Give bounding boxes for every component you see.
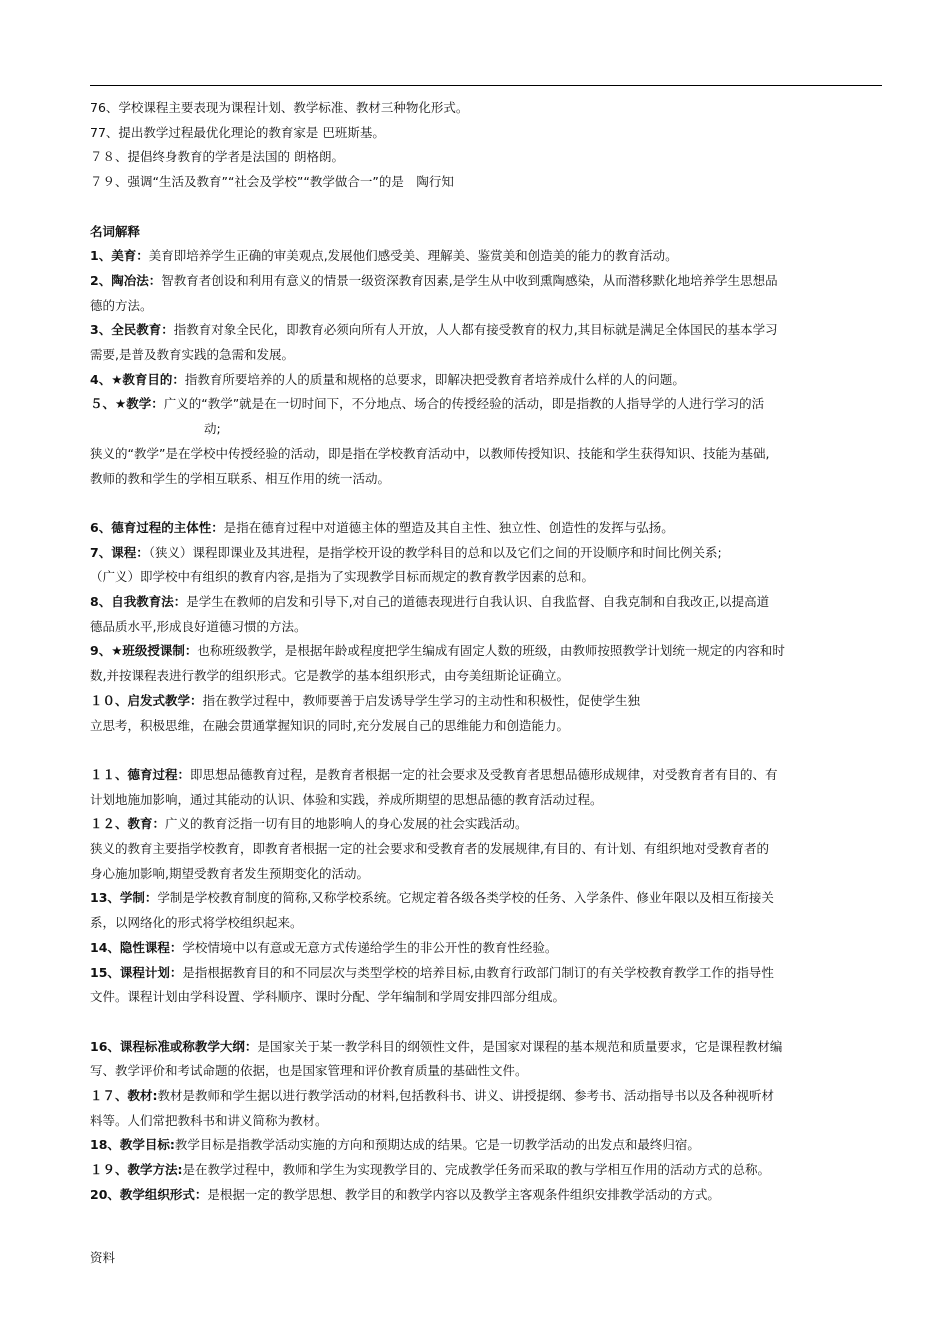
- header-rule: [90, 85, 882, 86]
- term-17: [90, 1084, 890, 1109]
- term-text: 学制是学校教育制度的简称,又称学校系统。它规定着各级各类学校的任务、入学条件、修业年限以及相互衔接关: [157, 890, 774, 906]
- term-text: 广义的“教学”就是在一切时间下，不分地点、场合的传授经验的活动，即是指教的人指导学的人进行学习的活: [163, 396, 765, 412]
- term-label: 20、教学组织形式：: [90, 1186, 208, 1202]
- page-footer: 资料: [90, 1250, 116, 1265]
- spacer: [90, 1010, 890, 1035]
- term-13: [90, 886, 890, 911]
- term-label: 1、美育：: [90, 248, 149, 264]
- document-body: [90, 96, 890, 1208]
- term-label: 2、陶冶法：: [90, 272, 162, 288]
- term-5-narrow: 狭义的“教学”是在学校中传授经验的活动，即是指在学校教育活动中，以教师传授知识、技能和学生获得知识、技能为基础,: [90, 445, 770, 461]
- term-label: 7、课程：: [90, 544, 149, 560]
- term-18: [90, 1133, 890, 1158]
- term-label: ５、★教学：: [90, 396, 164, 412]
- term-5-narrow-cont: 教师的教和学生的学相互联系、相互作用的统一活动。: [90, 470, 391, 486]
- term-19: [90, 1158, 890, 1183]
- term-text: 教材是教师和学生据以进行教学活动的材料,包括教科书、讲义、讲授提纲、参考书、活动指导书以及各种视听材: [157, 1088, 774, 1104]
- term-text: 指教育所要培养的人的质量和规格的总要求，即解决把受教育者培养成什么样的人的问题。: [184, 371, 685, 387]
- term-text: 指教育对象全民化，即教育必须向所有人开放，人人都有接受教育的权力,其目标就是满足全体国民的基本学习: [173, 322, 778, 338]
- term-text: 学校情境中以有意或无意方式传递给学生的非公开性的教育性经验。: [182, 939, 558, 955]
- term-3-cont: 需要,是普及教育实践的急需和发展。: [90, 347, 294, 363]
- section-title: 名词解释: [90, 223, 141, 239]
- term-12: [90, 812, 890, 837]
- term-text: 是国家关于某一教学科目的纲领性文件，是国家对课程的基本规范和质量要求，它是课程教材编: [257, 1038, 783, 1054]
- term-2-cont: 德的方法。: [90, 297, 153, 313]
- term-text: 是指在德育过程中对道德主体的塑造及其自主性、独立性、创造性的发挥与弘扬。: [223, 519, 674, 535]
- term-label: １９、教学方法:: [90, 1162, 183, 1178]
- term-text: 教学目标是指教学活动实施的方向和预期达成的结果。它是一切教学活动的出发点和最终归宿。: [174, 1137, 700, 1153]
- term-text: 是在教学过程中，教师和学生为实现教学目的、完成教学任务而采取的教与学相互作用的活动方式的总称。: [182, 1162, 771, 1178]
- term-6: [90, 516, 890, 541]
- term-8: [90, 590, 890, 615]
- term-16-cont: 写、教学评价和考试命题的依据，也是国家管理和评价教育质量的基础性文件。: [90, 1063, 528, 1079]
- term-label: 6、德育过程的主体性：: [90, 519, 224, 535]
- item-77: 77、提出教学过程最优化理论的教育家是 巴班斯基。: [90, 124, 385, 140]
- term-label: １７、教材:: [90, 1088, 158, 1104]
- term-16: [90, 1035, 890, 1060]
- term-9-cont: 数,并按课程表进行教学的组织形式。它是教学的基本组织形式，由夸美纽斯论证确立。: [90, 668, 569, 684]
- term-13-cont: 系，以网络化的形式将学校组织起来。: [90, 915, 303, 931]
- term-text: （狭义）课程即课业及其进程，是指学校开设的教学科目的总和以及它们之间的开设顺序和时间比例关系;: [148, 544, 722, 560]
- term-text: 是根据一定的教学思想、教学目的和教学内容以及教学主客观条件组织安排教学活动的方式。: [207, 1186, 720, 1202]
- term-label: 9、★班级授课制：: [90, 643, 198, 659]
- term-label: 14、隐性课程：: [90, 939, 183, 955]
- term-12-narrow: 狭义的教育主要指学校教育，即教育者根据一定的社会要求和受教育者的发展规律,有目的、有计划、有组织地对受教育者的: [90, 841, 769, 857]
- term-label: 4、★教育目的：: [90, 371, 185, 387]
- term-17-cont: 料等。人们常把教科书和讲义简称为教材。: [90, 1112, 328, 1128]
- item-76: 76、学校课程主要表现为课程计划、教学标准、教材三种物化形式。: [90, 100, 469, 115]
- term-7: [90, 541, 890, 566]
- term-label: 13、学制：: [90, 890, 158, 906]
- term-label: 3、全民教育：: [90, 322, 174, 338]
- spacer: [90, 738, 890, 763]
- term-15: [90, 961, 890, 986]
- term-14: [90, 936, 890, 961]
- term-label: １０、启发式教学：: [90, 692, 203, 708]
- term-15-cont: 文件。课程计划由学科设置、学科顺序、课时分配、学年编制和学周安排四部分组成。: [90, 989, 566, 1005]
- term-4: [90, 368, 890, 393]
- term-7-cont: （广义）即学校中有组织的教育内容,是指为了实现教学目标而规定的教育教学因素的总和。: [90, 569, 594, 585]
- item-79: ７９、强调“生活及教育”“社会及学校”“教学做合一”的是 陶行知: [90, 174, 454, 190]
- term-text: 广义的教育泛指一切有目的地影响人的身心发展的社会实践活动。: [165, 816, 528, 832]
- term-12-narrow-cont: 身心施加影响,期望受教育者发生预期变化的活动。: [90, 865, 369, 881]
- term-2: [90, 269, 890, 294]
- term-text: 即思想品德教育过程，是教育者根据一定的社会要求及受教育者思想品德形成规律，对受教育者有目的、有: [190, 766, 778, 782]
- term-text: 是指根据教育目的和不同层次与类型学校的培养目标,由教育行政部门制订的有关学校教育教学工作的指导性: [182, 964, 774, 980]
- term-3: [90, 318, 890, 343]
- term-10-cont: 立思考，积极思维，在融会贯通掌握知识的同时,充分发展自己的思维能力和创造能力。: [90, 717, 569, 733]
- term-text: 智教育者创设和利用有意义的情景一级资深教育因素,是学生从中收到熏陶感染，从而潜移默化地培养学生思想品: [161, 272, 778, 288]
- term-8-cont: 德品质水平,形成良好道德习惯的方法。: [90, 618, 307, 634]
- term-1: [90, 244, 890, 269]
- item-78: ７８、提倡终身教育的学者是法国的 朗格朗。: [90, 149, 344, 165]
- spacer: [90, 195, 890, 220]
- term-text: 美育即培养学生正确的审美观点,发展他们感受美、理解美、鉴赏美和创造美的能力的教育活动。: [148, 248, 678, 264]
- term-label: 15、课程计划：: [90, 964, 183, 980]
- term-11: [90, 763, 890, 788]
- term-text: 也称班级教学，是根据年龄或程度把学生编成有固定人数的班级，由教师按照教学计划统一规定的内容和时: [197, 643, 785, 659]
- spacer: [90, 491, 890, 516]
- term-text: 指在教学过程中，教师要善于启发诱导学生学习的主动性和积极性，促使学生独: [202, 692, 641, 708]
- term-11-cont: 计划地施加影响，通过其能动的认识、体验和实践，养成所期望的思想品德的教育活动过程。: [90, 791, 603, 807]
- term-9: [90, 639, 890, 664]
- term-10: [90, 689, 890, 714]
- term-label: １１、德育过程：: [90, 766, 191, 782]
- term-20: [90, 1183, 890, 1208]
- term-label: 8、自我教育法：: [90, 594, 187, 610]
- term-label: １２、教育：: [90, 816, 166, 832]
- term-label: 16、课程标准或称教学大纲：: [90, 1038, 258, 1054]
- term-label: 18、教学目标:: [90, 1137, 175, 1153]
- term-5: [90, 392, 890, 417]
- term-text: 是学生在教师的启发和引导下,对自己的道德表现进行自我认识、自我监督、自我克制和自我改正,以提高道: [186, 594, 770, 610]
- term-5-cont: 动;: [204, 421, 221, 437]
